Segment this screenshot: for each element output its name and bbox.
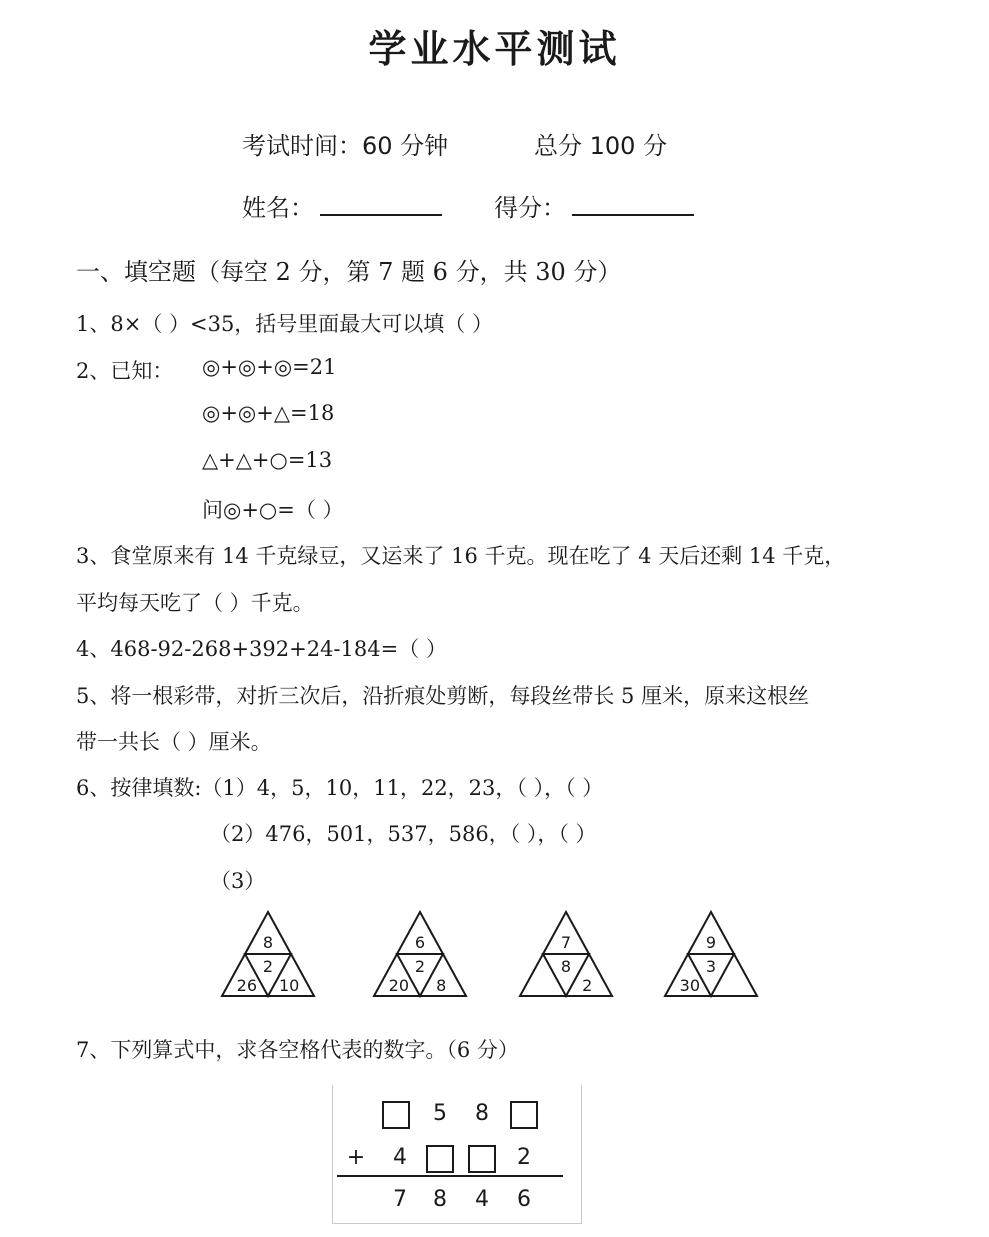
plus-sign: + [346,1145,366,1170]
triangle-center-value: 3 [705,957,717,976]
triangle-puzzle [520,912,612,996]
digit-2-1: 4 [393,1145,407,1170]
triangle-top-value: 7 [560,933,572,952]
triangle-left-value: 30 [679,976,701,995]
question-3-line: 3、食堂原来有 14 千克绿豆，又运来了 16 千克。现在吃了 4 天后还剩 14 千克， [76,544,846,568]
digit-1-3: 8 [475,1101,489,1126]
triangle-center-value: 2 [262,957,274,976]
triangle-right-value: 8 [436,976,447,995]
question-2-line: ◎+◎+◎=21 [202,355,337,379]
question-2-label: 2、已知： [76,359,174,383]
digit-2-4: 2 [517,1145,531,1170]
triangle-puzzle [665,912,757,996]
name-blank-line[interactable] [320,190,442,216]
triangle-puzzle [374,912,466,996]
triangle-puzzles [210,908,780,1004]
name-label: 姓名： [242,194,314,222]
page-title: 学业水平测试 [368,27,621,71]
exam-time: 考试时间：60 分钟 [242,132,449,160]
question-5-line: 5、将一根彩带，对折三次后，沿折痕处剪断，每段丝带长 5 厘米，原来这根丝 [76,684,810,708]
question-3-line: 平均每天吃了（ ）千克。 [76,591,314,615]
addition-puzzle [332,1085,582,1224]
blank-box[interactable] [510,1101,538,1129]
question-2-line: 问◎+○=（ ） [202,498,344,522]
triangle-puzzle [222,912,314,996]
result-digit: 8 [433,1187,447,1212]
blank-box[interactable] [382,1101,410,1129]
question-6-line: 6、按律填数:（1）4，5，10，11，22，23，（ ），（ ） [76,776,604,800]
result-digit: 4 [475,1187,489,1212]
section-heading: 一、填空题（每空 2 分，第 7 题 6 分，共 30 分） [76,258,622,286]
total-score: 总分 100 分 [534,132,668,160]
triangle-right-value: 2 [582,976,593,995]
triangle-center-value: 8 [560,957,572,976]
digit-1-2: 5 [433,1101,447,1126]
triangle-right-value: 10 [278,976,300,995]
question-4: 4、468-92-268+392+24-184=（ ） [76,637,447,661]
question-6-line: （3） [210,869,266,893]
score-blank-line[interactable] [572,190,694,216]
result-digit: 7 [393,1187,407,1212]
question-2-line: △+△+○=13 [202,448,333,472]
blank-box[interactable] [468,1145,496,1173]
triangle-left-value: 20 [388,976,410,995]
question-7: 7、下列算式中，求各空格代表的数字。（6 分） [76,1038,519,1062]
question-6-line: （2）476，501，537，586，（ ），（ ） [210,822,597,846]
question-5-line: 带一共长（ ）厘米。 [76,730,272,754]
result-digit: 6 [517,1187,531,1212]
score-label: 得分： [494,194,566,222]
triangle-top-value: 8 [262,933,274,952]
blank-box[interactable] [426,1145,454,1173]
question-1: 1、8×（ ）<35，括号里面最大可以填（ ） [76,312,493,336]
triangle-center-value: 2 [414,957,426,976]
name-field[interactable] [242,188,442,223]
question-2-line: ◎+◎+△=18 [202,401,335,425]
triangle-top-value: 6 [414,933,426,952]
score-field[interactable] [494,188,694,223]
triangle-top-value: 9 [705,933,717,952]
triangle-left-value: 26 [236,976,258,995]
sum-line [337,1175,563,1177]
